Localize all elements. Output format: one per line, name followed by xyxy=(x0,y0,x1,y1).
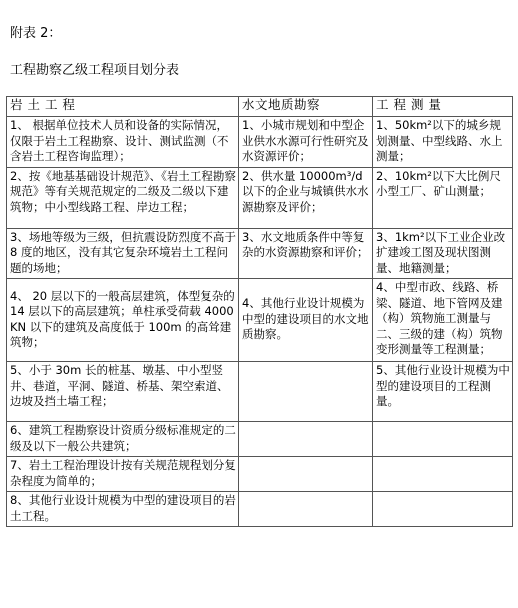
appendix-label: 附表 2： xyxy=(10,26,62,41)
surveying-cell xyxy=(373,457,513,492)
table-header-row xyxy=(7,97,513,117)
geotechnical-cell: 4、 20 层以下的一般高层建筑，体型复杂的 14 层以下的高层建筑；单柱承受荷载 4000KN 以下的建筑及高度低于 100m 的高耸建筑物； xyxy=(7,279,239,362)
table-row xyxy=(7,228,513,279)
surveying-cell: 5、其他行业设计规模为中型的建设项目的工程测量。 xyxy=(373,362,513,422)
hydrogeology-cell xyxy=(239,492,373,527)
geotechnical-cell: 7、岩土工程治理设计按有关规范规程划分复杂程度为简单的； xyxy=(7,457,239,492)
geotechnical-cell: 5、小于 30m 长的桩基、墩基、中小型竖井、巷道，平洞、隧道、桥基、架空索道、边坡及挡土墙工程； xyxy=(7,362,239,422)
table-row xyxy=(7,167,513,228)
surveying-cell xyxy=(373,492,513,527)
header-surveying: 工 程 测 量 xyxy=(373,97,513,117)
geotechnical-cell: 2、按《地基基础设计规范》、《岩土工程勘察规范》等有关规范规定的二级及二级以下建筑物；中小型线路工程、岸边工程； xyxy=(7,167,239,228)
hydrogeology-cell: 1、小城市规划和中型企业供水水源可行性研究及水资源评价； xyxy=(239,117,373,168)
hydrogeology-cell: 4、其他行业设计规模为中型的建设项目的水文地质勘察。 xyxy=(239,279,373,362)
surveying-cell: 1、50km²以下的城乡规划测量、中型线路、水上测量； xyxy=(373,117,513,168)
hydrogeology-cell xyxy=(239,422,373,457)
hydrogeology-cell: 2、供水量 10000m³/d 以下的企业与城镇供水水源勘察及评价； xyxy=(239,167,373,228)
surveying-cell: 3、1km²以下工业企业改扩建竣工图及现状图测量、地籍测量； xyxy=(373,228,513,279)
geotechnical-cell: 1、 根据单位技术人员和设备的实际情况，仅限于岩土工程勘察、设计、测试监测（不含岩土工程咨询监理）； xyxy=(7,117,239,168)
geotechnical-cell: 3、场地等级为三级，但抗震设防烈度不高于 8 度的地区，没有其它复杂环境岩土工程问题的场地； xyxy=(7,228,239,279)
document-title: 工程勘察乙级工程项目划分表 xyxy=(10,63,180,78)
hydrogeology-cell xyxy=(239,362,373,422)
table-row xyxy=(7,279,513,362)
surveying-cell: 4、中型市政、线路、桥梁、隧道、地下管网及建（构）筑物施工测量与二、三级的建（构）筑物变形测量等工程测量； xyxy=(373,279,513,362)
table-row xyxy=(7,457,513,492)
table-row xyxy=(7,117,513,168)
table-row xyxy=(7,492,513,527)
hydrogeology-cell: 3、水文地质条件中等复杂的水资源勘察和评价； xyxy=(239,228,373,279)
surveying-cell xyxy=(373,422,513,457)
geotechnical-cell: 6、建筑工程勘察设计资质分级标准规定的二级及以下一般公共建筑； xyxy=(7,422,239,457)
header-hydrogeology: 水文地质勘察 xyxy=(239,97,373,117)
surveying-cell: 2、10km²以下大比例尺小型工厂、矿山测量； xyxy=(373,167,513,228)
header-geotechnical: 岩 土 工 程 xyxy=(7,97,239,117)
table-row xyxy=(7,362,513,422)
project-classification-table xyxy=(6,96,513,527)
geotechnical-cell: 8、其他行业设计规模为中型的建设项目的岩土工程。 xyxy=(7,492,239,527)
hydrogeology-cell xyxy=(239,457,373,492)
table-row xyxy=(7,422,513,457)
